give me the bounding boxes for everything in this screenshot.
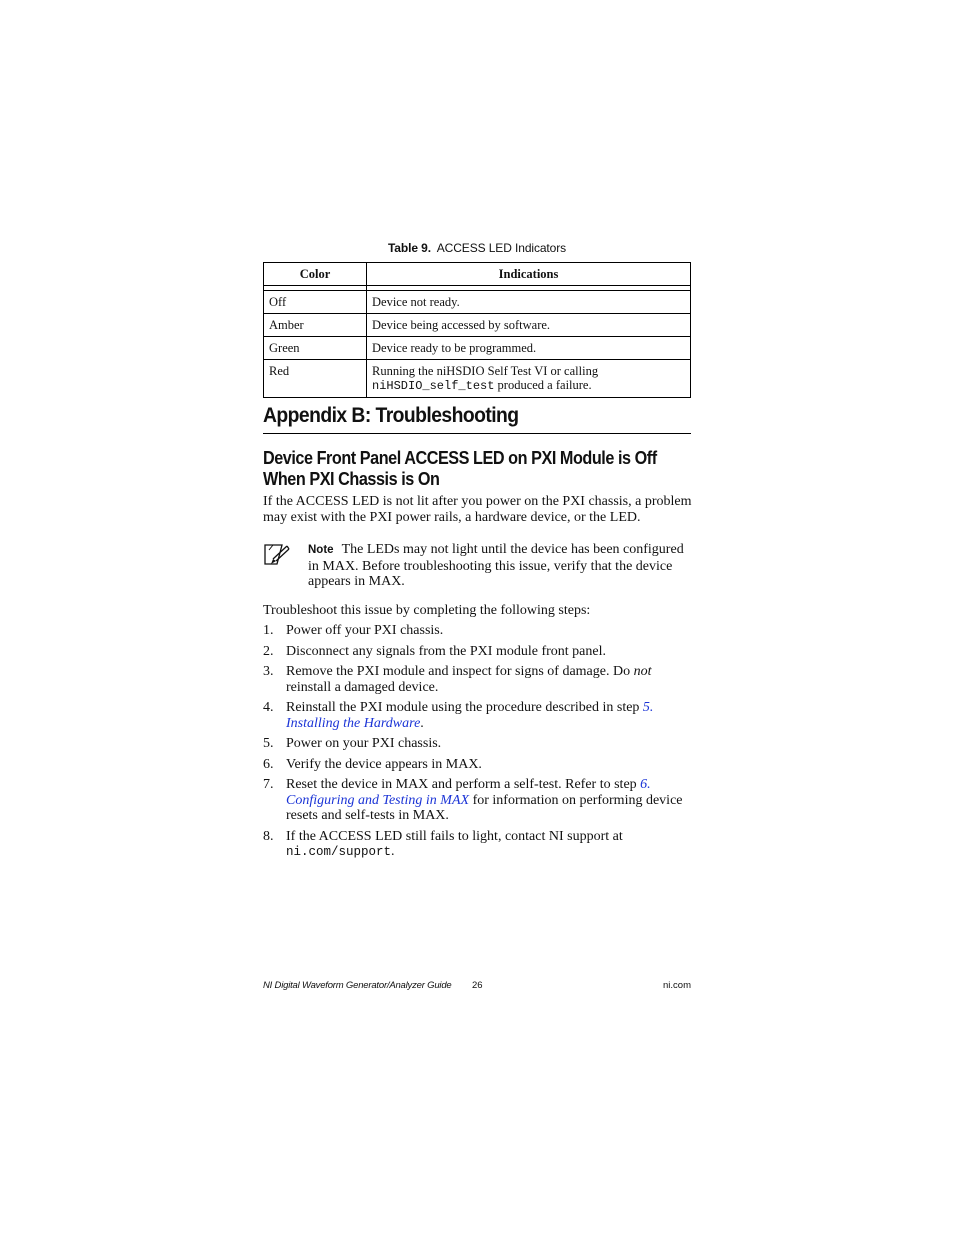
step-text: Verify the device appears in MAX. <box>286 756 482 772</box>
list-item <box>263 757 693 773</box>
table-header-color: Color <box>264 263 367 286</box>
access-led-table <box>263 262 691 398</box>
step-number: 5. <box>263 736 274 751</box>
table-cell-indication: Device ready to be programmed. <box>367 337 691 360</box>
note-block <box>308 542 693 590</box>
step-number: 4. <box>263 700 274 715</box>
indication-tail: produced a failure. <box>494 378 592 392</box>
configuring-testing-link[interactable]: 6. Configuring and Testing in MAX <box>286 777 651 808</box>
page-footer <box>263 980 691 994</box>
step-number: 8. <box>263 828 274 844</box>
support-url: ni.com/support <box>286 845 392 859</box>
footer-page-number: 26 <box>472 980 483 991</box>
step-text-after: for information on performing device resets and self-tests in MAX. <box>286 792 683 823</box>
step-number: 2. <box>263 643 274 659</box>
table-cell-indication: Device being accessed by software. <box>367 314 691 337</box>
step-text: Reinstall the PXI module using the procedure described in step <box>286 700 643 715</box>
table-cell-indication: Device not ready. <box>367 291 691 314</box>
list-item <box>263 829 693 861</box>
table-cell-color: Amber <box>264 314 367 337</box>
step-text-after: . <box>420 715 424 731</box>
table-row <box>264 360 691 398</box>
note-pencil-icon <box>263 542 291 568</box>
step-emphasis: not <box>633 664 652 679</box>
step-number: 1. <box>263 623 274 638</box>
list-item <box>263 623 693 639</box>
table-caption-number: Table 9. <box>387 241 431 255</box>
step-text-after: . <box>391 844 395 859</box>
steps-intro: Troubleshoot this issue by completing the following steps: <box>263 603 591 618</box>
function-name: niHSDIO_self_test <box>372 379 495 393</box>
table-row <box>264 314 691 337</box>
section-heading <box>263 448 677 490</box>
note-label: Note <box>308 544 334 556</box>
list-item <box>263 664 693 695</box>
troubleshooting-steps <box>263 623 693 866</box>
step-number: 3. <box>263 664 274 679</box>
section-heading-line1: Device Front Panel ACCESS LED on PXI Module is Off <box>263 448 657 468</box>
table-cell-color: Red <box>264 360 367 398</box>
intro-paragraph: If the ACCESS LED is not lit after you power on the PXI chassis, a problem may exist with the PXI power rails, a hardware device, or the LED. <box>263 494 692 525</box>
list-item <box>263 700 693 731</box>
step-text: Disconnect any signals from the PXI module front panel. <box>286 643 606 659</box>
table-cell-color: Green <box>264 337 367 360</box>
footer-guide-title: NI Digital Waveform Generator/Analyzer Guide <box>263 980 452 991</box>
table-cell-color: Off <box>264 291 367 314</box>
table-row <box>264 291 691 314</box>
step-text: Reset the device in MAX and perform a self-test. Refer to step <box>286 777 641 792</box>
appendix-heading: Appendix B: Troubleshooting <box>263 404 519 427</box>
indication-text: Running the niHSDIO Self Test VI or calling <box>372 364 599 378</box>
table-header-indications: Indications <box>367 263 691 286</box>
step-number: 6. <box>263 756 274 772</box>
footer-site: ni.com <box>663 980 691 991</box>
list-item <box>263 644 693 660</box>
step-text: Power on your PXI chassis. <box>286 736 442 751</box>
installing-hardware-link[interactable]: 5. Installing the Hardware <box>286 700 654 731</box>
step-text: Remove the PXI module and inspect for signs of damage. Do <box>286 664 634 679</box>
step-text: If the ACCESS LED still fails to light, contact NI support at <box>286 828 623 844</box>
section-heading-line2: When PXI Chassis is On <box>263 469 440 489</box>
list-item <box>263 736 693 752</box>
heading-rule <box>263 433 691 434</box>
note-text: The LEDs may not light until the device has been configured in MAX. Before troubleshooting this issue, verify that the device appears in MAX. <box>308 542 684 589</box>
step-number: 7. <box>263 777 274 792</box>
table-caption <box>263 241 691 255</box>
table-cell-indication <box>367 360 691 398</box>
table-caption-title: ACCESS LED Indicators <box>436 241 567 255</box>
step-text-after: reinstall a damaged device. <box>286 679 439 695</box>
list-item <box>263 777 693 824</box>
table-row <box>264 337 691 360</box>
step-text: Power off your PXI chassis. <box>286 623 444 638</box>
